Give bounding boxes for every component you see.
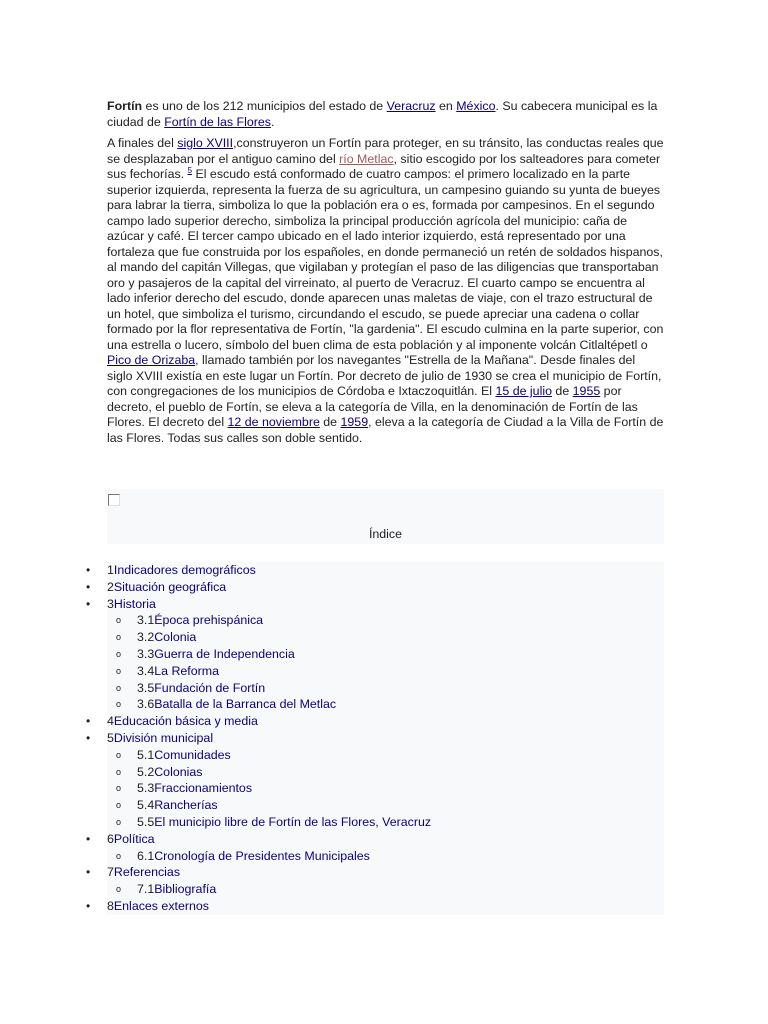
toc-item-text xyxy=(107,832,155,846)
toc-item-text xyxy=(107,664,219,678)
toc-item-link[interactable]: La Reforma xyxy=(154,663,219,678)
link-veracruz[interactable]: Veracruz xyxy=(386,99,436,113)
toc-item-number: 5 xyxy=(107,730,114,745)
toc-item[interactable] xyxy=(86,831,664,848)
toc-item[interactable] xyxy=(107,696,664,713)
toc-title: Índice xyxy=(368,527,403,541)
toc-item-link[interactable]: Comunidades xyxy=(154,747,231,762)
toc-item-link[interactable]: Cronología de Presidentes Municipales xyxy=(154,848,370,863)
bullet-icon: • xyxy=(86,898,91,913)
toc-item[interactable] xyxy=(107,680,664,697)
sub-bullet-icon: o xyxy=(116,800,122,811)
toc-item[interactable] xyxy=(107,747,664,764)
text-run: . xyxy=(270,114,275,129)
link-1955[interactable]: 1955 xyxy=(572,384,601,398)
toc-item-number: 1 xyxy=(107,563,114,577)
link-mexico[interactable]: México xyxy=(456,99,496,113)
text-run: , llamado también por los navegantes "Estrella de la Mañana". Desde finales del siglo XVIII existía en este lugar un Fortín. Por decreto de julio de 1930 se crea el municipio de Fortín, con congregaciones de los municipios de Córdoba e Ixtaczoquitlán. El xyxy=(107,353,662,398)
toc-item-number: 7.1 xyxy=(137,882,155,897)
toc-item[interactable] xyxy=(107,663,664,680)
toc-item-number: 3.4 xyxy=(137,663,155,678)
toc-item-link[interactable]: Situación geográfica xyxy=(113,579,227,594)
toc-item-link[interactable]: División municipal xyxy=(113,730,214,745)
toc-item-text xyxy=(107,563,256,577)
toc-item-number: 6 xyxy=(107,831,114,846)
toc-item-link[interactable]: Fundación de Fortín xyxy=(154,680,266,695)
toc-item-text xyxy=(107,697,336,711)
text-run: de xyxy=(551,384,573,398)
sub-bullet-icon: o xyxy=(116,665,122,676)
toc-item[interactable] xyxy=(107,814,664,831)
toc-item-link[interactable]: Colonias xyxy=(154,764,203,779)
toc-item-number: 5.1 xyxy=(137,747,155,762)
toc-item-number: 8 xyxy=(107,898,114,913)
toc-item-text xyxy=(107,580,226,594)
toc-item-text xyxy=(107,781,252,795)
toc-header xyxy=(107,489,664,544)
toc-item[interactable] xyxy=(107,848,664,865)
text-run: , sitio escogido por los salteadores para cometer sus fechorías. xyxy=(107,151,661,181)
toc-item-number: 5.4 xyxy=(137,798,155,813)
toc-item-link[interactable]: Política xyxy=(113,831,155,846)
sub-bullet-icon: o xyxy=(116,615,122,626)
text-run: en xyxy=(435,99,457,113)
toc-item-link[interactable]: Colonia xyxy=(154,630,197,645)
toc-item-text xyxy=(107,765,202,779)
toc-item[interactable] xyxy=(86,730,664,747)
toc-item-text xyxy=(107,865,180,879)
bullet-icon: • xyxy=(86,579,91,594)
toc-item-text xyxy=(107,714,258,728)
toc-item-text xyxy=(107,899,209,913)
sub-bullet-icon: o xyxy=(116,816,122,827)
toc-item-number: 7 xyxy=(107,865,114,880)
sub-bullet-icon: o xyxy=(116,682,122,693)
sub-bullet-icon: o xyxy=(116,783,122,794)
text-run: El escudo está conformado de cuatro campos: el primero localizado en la parte superior izquierda, representa la fuerza de su agricultura, un campesino guiando su yunta de bueyes para labrar la tierra, simboliza lo que la población era o es, formada por campesinos. En el segundo campo lado superior derecho, simboliza la principal producción agrícola del municipio: caña de azúcar y café. El tercer campo ubicado en el lado interior izquierdo, está representado por una fortaleza que fue construida por los españoles, en donde permaneció un retén de soldados hispanos, al mando del capitán Villegas, que vigilaban y protegían el paso de las diligencias que transportaban oro y pasajeros de la capital del virreinato, al puerto de Veracruz. El cuarto campo se encuentra al lado inferior derecho del escudo, donde aparecen unas maletas de viaje, con el trazo estructural de un hotel, que simboliza el turismo, circundando el escudo, se puede apreciar una cadena o collar formado por la flor representativa de Fortín, "la gardenia". El escudo culmina en la parte superior, con una estrella o lucero, símbolo del buen clima de esta población y al imponente volcán Citlaltépetl o xyxy=(107,167,664,352)
toc-item-link[interactable]: El municipio libre de Fortín de las Flores, Veracruz xyxy=(154,814,432,829)
text-run: de xyxy=(319,415,341,429)
sub-bullet-icon: o xyxy=(116,850,122,861)
toc-item-number: 3 xyxy=(107,596,114,611)
toc-item-number: 2 xyxy=(107,579,114,594)
toc-item[interactable] xyxy=(107,797,664,814)
toc-item-link[interactable]: Enlaces externos xyxy=(113,898,209,913)
link-1959[interactable]: 1959 xyxy=(340,415,369,429)
toc-item[interactable] xyxy=(86,562,664,579)
toc-item[interactable] xyxy=(86,864,664,881)
toc-item-text xyxy=(107,681,265,695)
toc-item-text xyxy=(107,849,370,863)
article-subject: Fortín xyxy=(107,99,143,113)
toc-item-text xyxy=(107,798,218,812)
toc-list xyxy=(0,562,768,915)
toc-item-text xyxy=(107,613,263,627)
toc-item[interactable] xyxy=(86,596,664,613)
toc-item-link[interactable]: Bibliografía xyxy=(154,882,217,897)
toc-item-link[interactable]: Indicadores demográficos xyxy=(113,563,256,577)
link-rio-metlac[interactable]: río Metlac xyxy=(339,151,394,166)
sub-bullet-icon: o xyxy=(116,699,122,710)
toc-item[interactable] xyxy=(107,646,664,663)
toc-item-text xyxy=(107,748,231,762)
toc-item-number: 3.5 xyxy=(137,680,155,695)
text-run: es uno de los 212 municipios del estado de xyxy=(142,99,387,113)
link-siglo-xviii[interactable]: siglo XVIII xyxy=(177,136,234,150)
text-run: por decreto, el pueblo de Fortín, se eleva a la categoría de Villa, en la denominación de Fortín de las Flores. El decreto del xyxy=(107,384,638,429)
toc-item[interactable] xyxy=(86,898,664,915)
toc-item-number: 5.5 xyxy=(137,814,155,829)
text-run: ,construyeron un Fortín para proteger, en su tránsito, las conductas reales que se desplazaban por el antiguo camino del xyxy=(107,136,664,166)
toc-item-link[interactable]: Batalla de la Barranca del Metlac xyxy=(154,697,337,712)
toc-toggle-checkbox[interactable] xyxy=(108,494,120,506)
toc-item[interactable] xyxy=(107,780,664,797)
toc-item-link[interactable]: Referencias xyxy=(113,865,181,880)
toc-item-link[interactable]: Rancherías xyxy=(154,798,218,813)
link-pico-de-orizaba[interactable]: Pico de Orizaba xyxy=(107,353,196,367)
toc-item[interactable] xyxy=(86,713,664,730)
toc-item[interactable] xyxy=(86,579,664,596)
toc-item-number: 4 xyxy=(107,714,114,729)
toc-item-text xyxy=(107,597,156,611)
toc-item[interactable] xyxy=(107,612,664,629)
toc-item-link[interactable]: Historia xyxy=(113,596,156,611)
bullet-icon: • xyxy=(86,714,91,729)
toc-item-number: 6.1 xyxy=(137,848,155,863)
toc-item-number: 3.6 xyxy=(137,697,155,712)
toc-item-number: 5.2 xyxy=(137,764,155,779)
article-body xyxy=(107,99,664,452)
toc-item-number: 3.3 xyxy=(137,646,155,661)
bullet-icon: • xyxy=(86,730,91,745)
link-fortin-de-las-flores[interactable]: Fortín de las Flores xyxy=(164,114,271,129)
text-run: . Su cabecera municipal es la ciudad de xyxy=(107,99,658,129)
toc-item-number: 3.1 xyxy=(137,613,155,628)
bullet-icon: • xyxy=(86,865,91,880)
bullet-icon: • xyxy=(86,596,91,611)
sub-bullet-icon: o xyxy=(116,766,122,777)
toc-item-number: 5.3 xyxy=(137,781,155,796)
bullet-icon: • xyxy=(86,831,91,846)
toc-item[interactable] xyxy=(107,881,664,898)
toc-item-link[interactable]: Educación básica y media xyxy=(113,714,258,729)
bullet-icon: • xyxy=(86,563,91,577)
toc-item-number: 3.2 xyxy=(137,630,155,645)
link-15-de-julio[interactable]: 15 de julio xyxy=(495,384,552,398)
toc-item-text xyxy=(107,882,216,896)
toc-item-text xyxy=(107,815,431,829)
toc-item-link[interactable]: Guerra de Independencia xyxy=(154,646,295,661)
toc-item[interactable] xyxy=(107,629,664,646)
sub-bullet-icon: o xyxy=(116,884,122,895)
sub-bullet-icon: o xyxy=(116,648,122,659)
toc-item-text xyxy=(107,647,295,661)
text-run: , eleva a la categoría de Ciudad a la Villa de Fortín de las Flores. Todas sus calles son doble sentido. xyxy=(107,415,664,445)
toc-item-text xyxy=(107,731,213,745)
sub-bullet-icon: o xyxy=(116,632,122,643)
toc-item[interactable] xyxy=(107,764,664,781)
toc-item-link[interactable]: Fraccionamientos xyxy=(154,781,253,796)
toc-item-link[interactable]: Época prehispánica xyxy=(154,613,264,628)
sub-bullet-icon: o xyxy=(116,749,122,760)
history-paragraph xyxy=(107,136,664,446)
text-run: A finales del xyxy=(107,136,178,150)
link-12-de-noviembre[interactable]: 12 de noviembre xyxy=(227,415,320,429)
intro-paragraph xyxy=(107,99,664,130)
reference-link[interactable]: 5 xyxy=(187,165,193,175)
